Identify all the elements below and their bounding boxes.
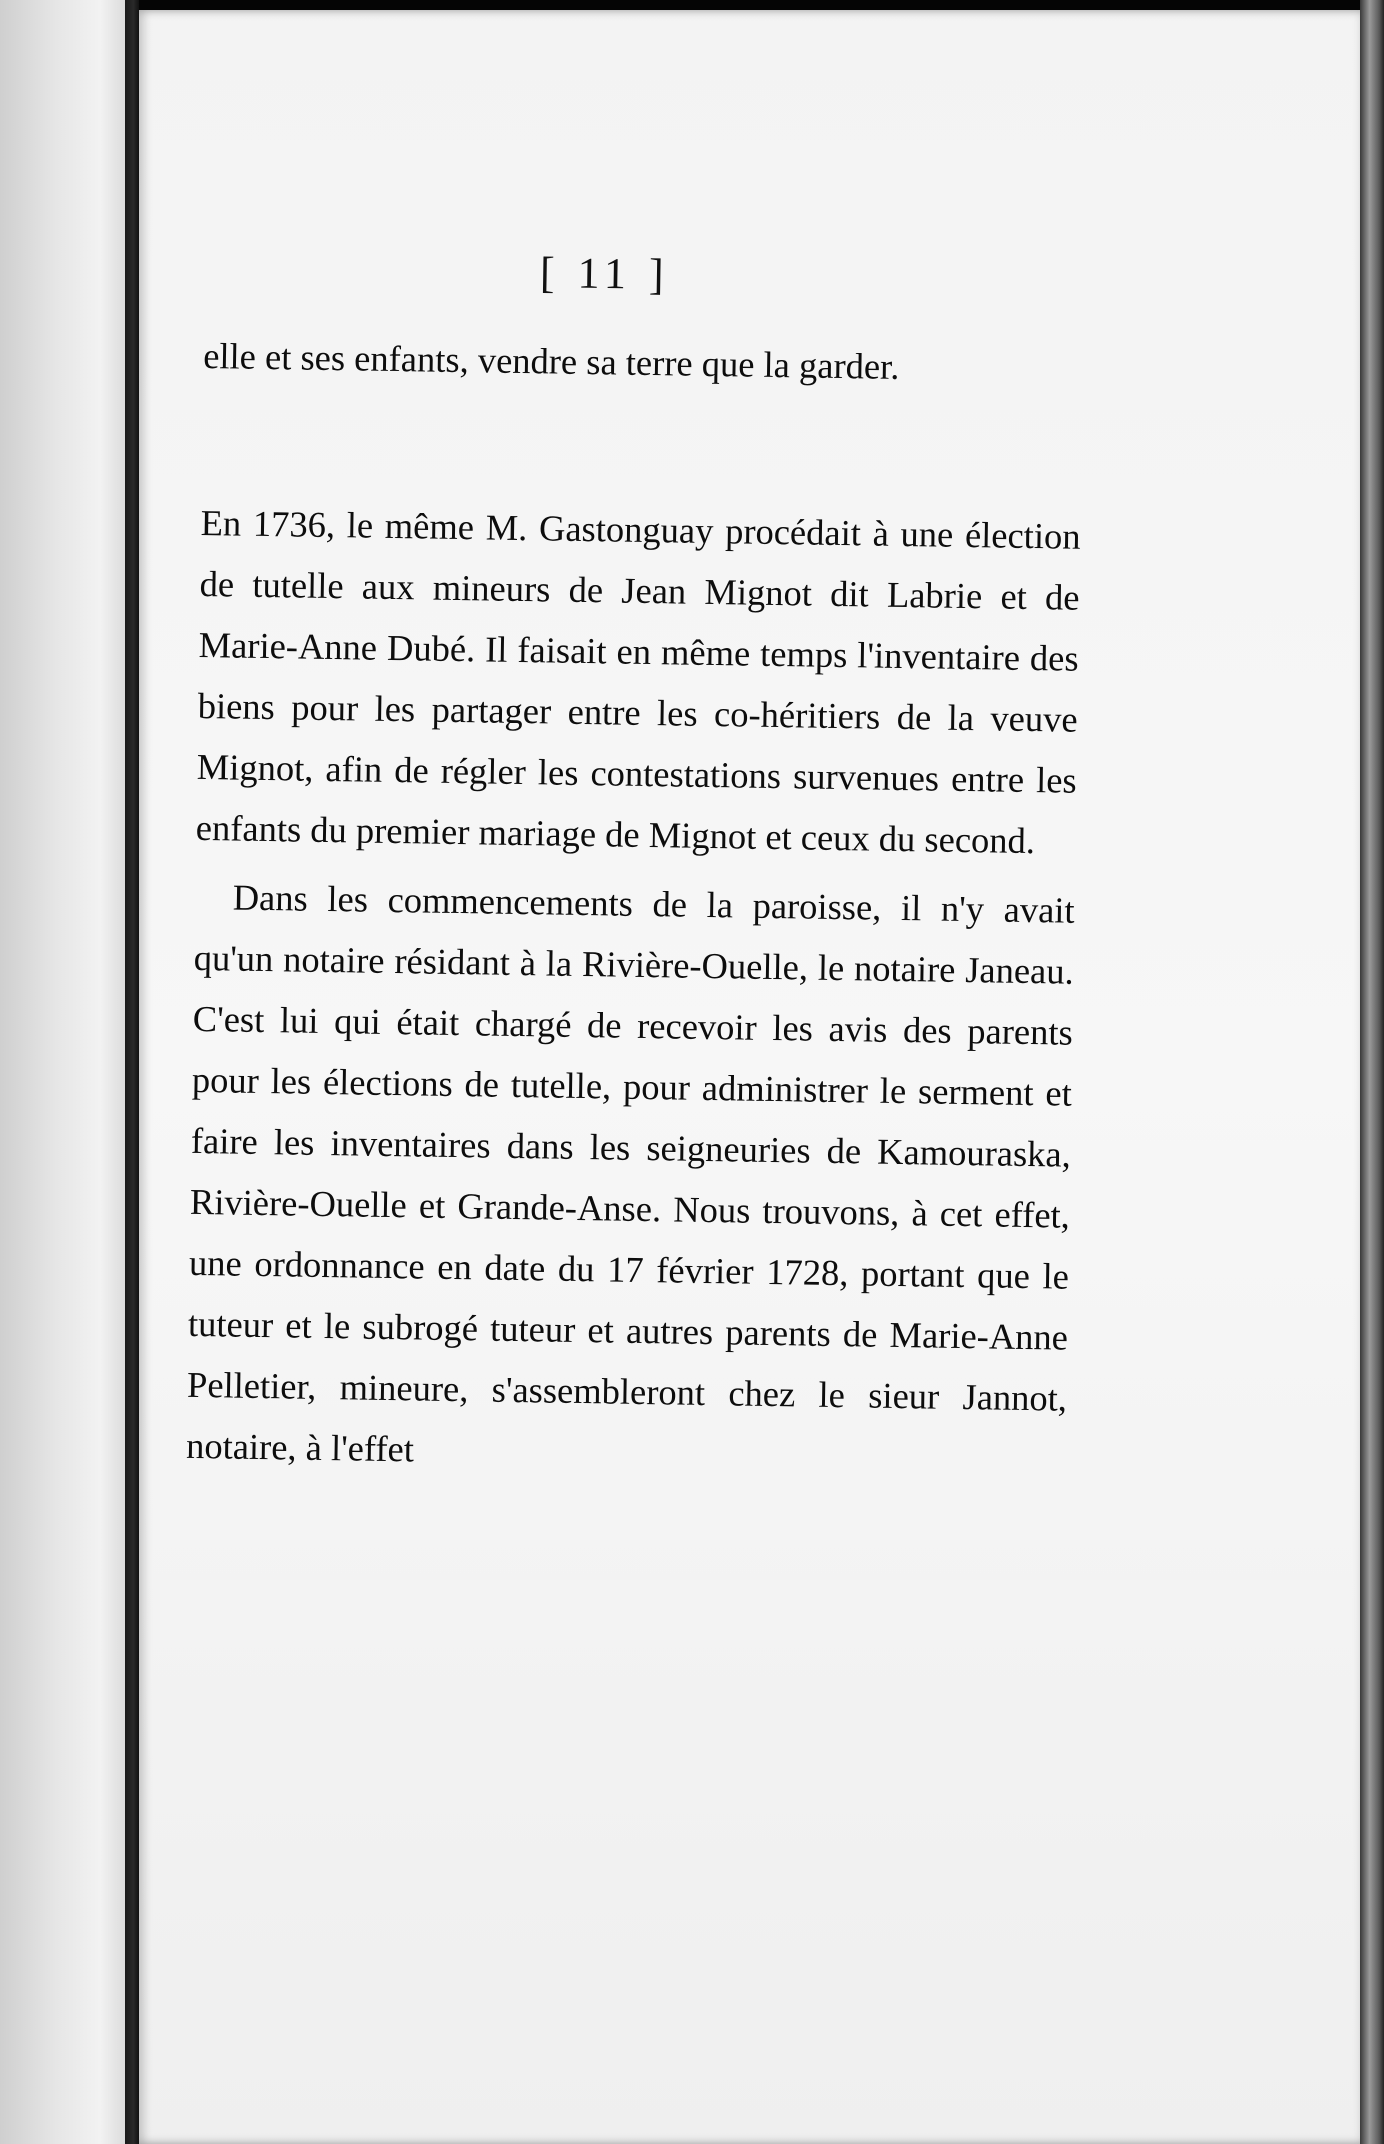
page-stack-edge (1360, 0, 1384, 2144)
page-body (186, 245, 1085, 1490)
book-gutter (125, 0, 139, 2144)
paragraph-election-1736: En 1736, le même M. Gastonguay procédait à une élection de tutelle aux mineurs de Jean Mignot dit Labrie et de Marie-Anne Dubé. Il faisait en même temps l'inventaire des biens pour les partager entre les co-héritiers de la veuve Mignot, afin de régler les contestations survenues entre les enfants du premier mariage de Mignot et ceux du second. (195, 501, 1081, 862)
page-number: [ 11 ] (539, 247, 671, 300)
paragraph-notaire-janeau: Dans les commencements de la paroisse, il n'y avait qu'un notaire résidant à la Rivière-Ouelle, le notaire Janeau. C'est lui qui était chargé de recevoir les avis des parents pour les élections de tutelle, pour administrer le serment et faire les inventaires dans les seigneuries de Kamouraska, Rivière-Ouelle et Grande-Anse. Nous trouvons, à cet effet, une ordonnance en date du 17 février 1728, portant que le tuteur et le subrogé tuteur et autres parents de Marie-Anne Pelletier, mineure, s'assembleront chez le sieur Jannot, notaire, à l'effet (185, 876, 1075, 1470)
facing-page-edge (0, 0, 125, 2144)
paragraph-continuation: elle et ses enfants, vendre sa terre que la garder. (202, 334, 900, 387)
